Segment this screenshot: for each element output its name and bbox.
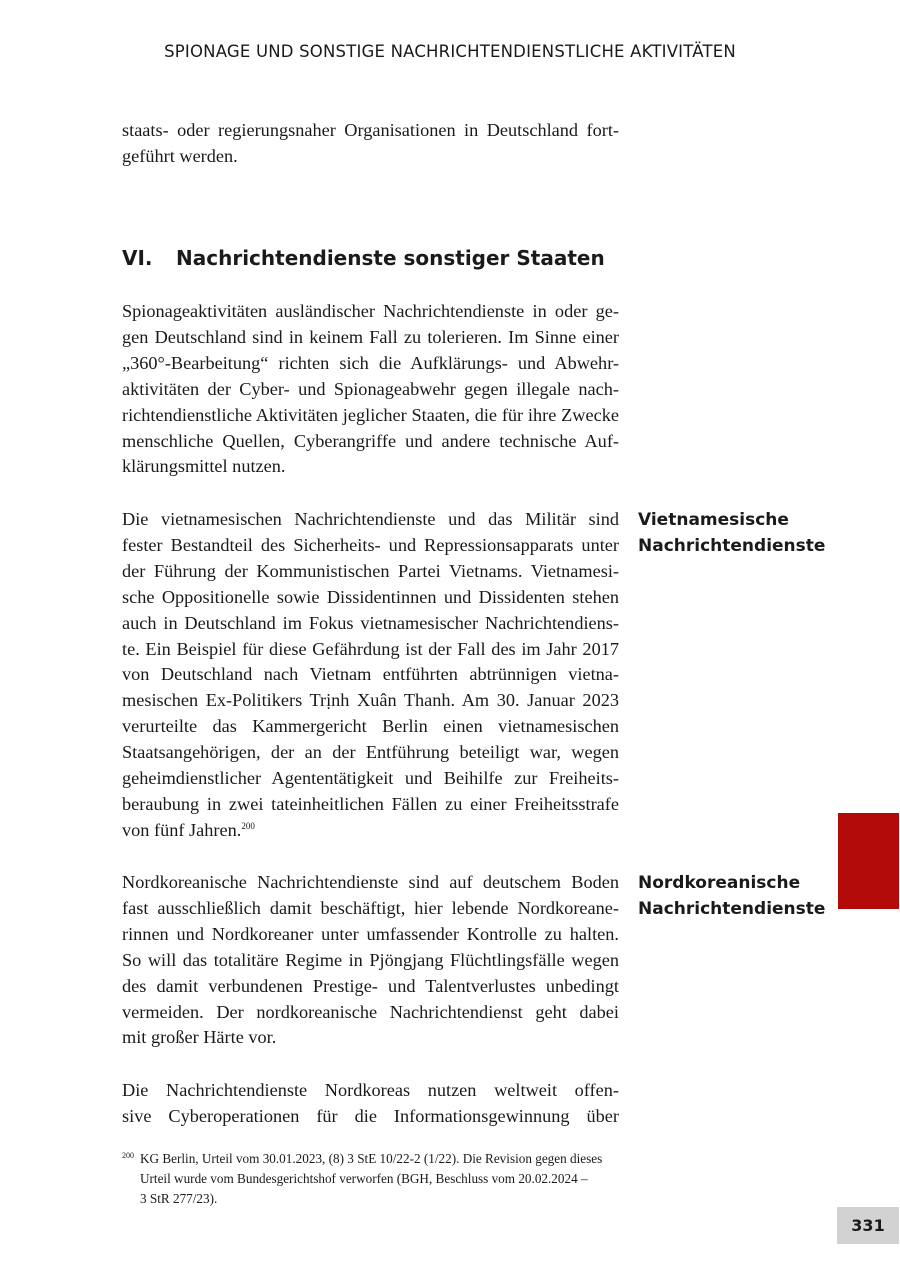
footnote-line: 3 StR 277/23).: [140, 1191, 218, 1206]
margin-note-north-korea: [638, 870, 838, 922]
running-head: SPIONAGE UND SONSTIGE NACHRICHTENDIENSTLICHE AKTIVITÄTEN: [164, 42, 736, 61]
text-line: geheimdienstlicher Agententätigkeit und Beihilfe zur Freiheits-: [122, 768, 619, 789]
footnote-line: Urteil wurde vom Bundesgerichtshof verworfen (BGH, Beschluss vom 20.02.2024 –: [140, 1171, 588, 1186]
text-line: aktivitäten der Cyber- und Spionageabwehr gegen illegale nach-: [122, 378, 619, 399]
paragraph-vietnam: [122, 507, 619, 844]
text-line: fester Bestandteil des Sicherheits- und Repressionsapparats unter: [122, 534, 619, 555]
text-line: verurteilte das Kammergericht Berlin einen vietnamesischen: [122, 716, 619, 737]
text-line: Spionageaktivitäten ausländischer Nachrichtendienste in oder ge-: [122, 301, 619, 321]
paragraph-north-korea-1: [122, 870, 619, 1051]
text-line: von Deutschland nach Vietnam entführten abtrünnigen vietna-: [122, 664, 619, 685]
text-line: Nordkoreanische Nachrichtendienste sind auf deutschem Boden: [122, 872, 619, 892]
section-title: Nachrichtendienste sonstiger Staaten: [176, 246, 605, 270]
text-line: klärungsmittel nutzen.: [122, 456, 286, 477]
text-line: Staatsangehörigen, der an der Entführung beteiligt war, wegen: [122, 742, 619, 763]
text-line: mit großer Härte vor.: [122, 1027, 277, 1048]
text-line: sive Cyberoperationen für die Informationsgewinnung über: [122, 1105, 619, 1126]
text-line: gen Deutschland sind in keinem Fall zu tolerieren. Im Sinne einer: [122, 326, 619, 347]
margin-note-line: Vietnamesische: [638, 510, 789, 530]
footnote-number: 200: [122, 1151, 134, 1160]
page-number: 331: [837, 1207, 899, 1244]
text-line: sche Oppositionelle sowie Dissidentinnen und Dissidenten stehen: [122, 586, 619, 607]
text-line: rinnen und Nordkoreaner unter umfassender Kontrolle zu halten.: [122, 923, 619, 944]
text-fragment: von fünf Jahren.: [122, 819, 242, 840]
continuation-paragraph: [122, 118, 619, 170]
text-line: beraubung in zwei tateinheitlichen Fällen zu einer Freiheitsstrafe: [122, 793, 619, 814]
margin-note-line: Nordkoreanische: [638, 873, 801, 893]
footnote-reference[interactable]: 200: [241, 820, 255, 831]
text-line: fast ausschließlich damit beschäftigt, hier lebende Nordkoreane-: [122, 897, 619, 918]
section-heading: [122, 246, 605, 270]
text-line: staats- oder regierungsnaher Organisationen in Deutschland fort-: [122, 120, 619, 140]
text-line: mesischen Ex-Politikers Trịnh Xuân Thanh. Am 30. Januar 2023: [122, 690, 619, 711]
chapter-tab-marker: [838, 813, 899, 909]
paragraph-north-korea-2: [122, 1078, 619, 1130]
text-line: [122, 818, 619, 844]
paragraph-intro: [122, 299, 619, 480]
section-number: VI.: [122, 246, 153, 270]
margin-note-line: Nachrichtendienste: [638, 899, 826, 919]
text-line: des damit verbundenen Prestige- und Talentverlustes unbedingt: [122, 975, 619, 996]
text-line: „360°-Bearbeitung“ richten sich die Aufklärungs- und Abwehr-: [122, 352, 619, 373]
text-line: menschliche Quellen, Cyberangriffe und andere technische Auf-: [122, 430, 619, 451]
text-line: der Führung der Kommunistischen Partei Vietnams. Vietnamesi-: [122, 560, 619, 581]
text-line: Die Nachrichtendienste Nordkoreas nutzen weltweit offen-: [122, 1080, 619, 1100]
text-line: So will das totalitäre Regime in Pjöngjang Flüchtlingsfälle wegen: [122, 949, 619, 970]
text-line: auch in Deutschland im Fokus vietnamesischer Nachrichtendiens-: [122, 612, 619, 633]
text-line: te. Ein Beispiel für diese Gefährdung ist der Fall des im Jahr 2017: [122, 638, 619, 659]
footnote: [122, 1149, 619, 1209]
text-line: richtendienstliche Aktivitäten jeglicher Staaten, die für ihre Zwecke: [122, 404, 619, 425]
text-line: vermeiden. Der nordkoreanische Nachrichtendienst geht dabei: [122, 1001, 619, 1022]
text-line: geführt werden.: [122, 145, 238, 166]
footnote-text: [140, 1149, 619, 1209]
footnote-line: KG Berlin, Urteil vom 30.01.2023, (8) 3 StE 10/22-2 (1/22). Die Revision gegen dieses: [140, 1151, 603, 1166]
margin-note-line: Nachrichtendienste: [638, 536, 826, 556]
margin-note-vietnam: [638, 507, 838, 559]
text-line: Die vietnamesischen Nachrichtendienste und das Militär sind: [122, 509, 619, 529]
